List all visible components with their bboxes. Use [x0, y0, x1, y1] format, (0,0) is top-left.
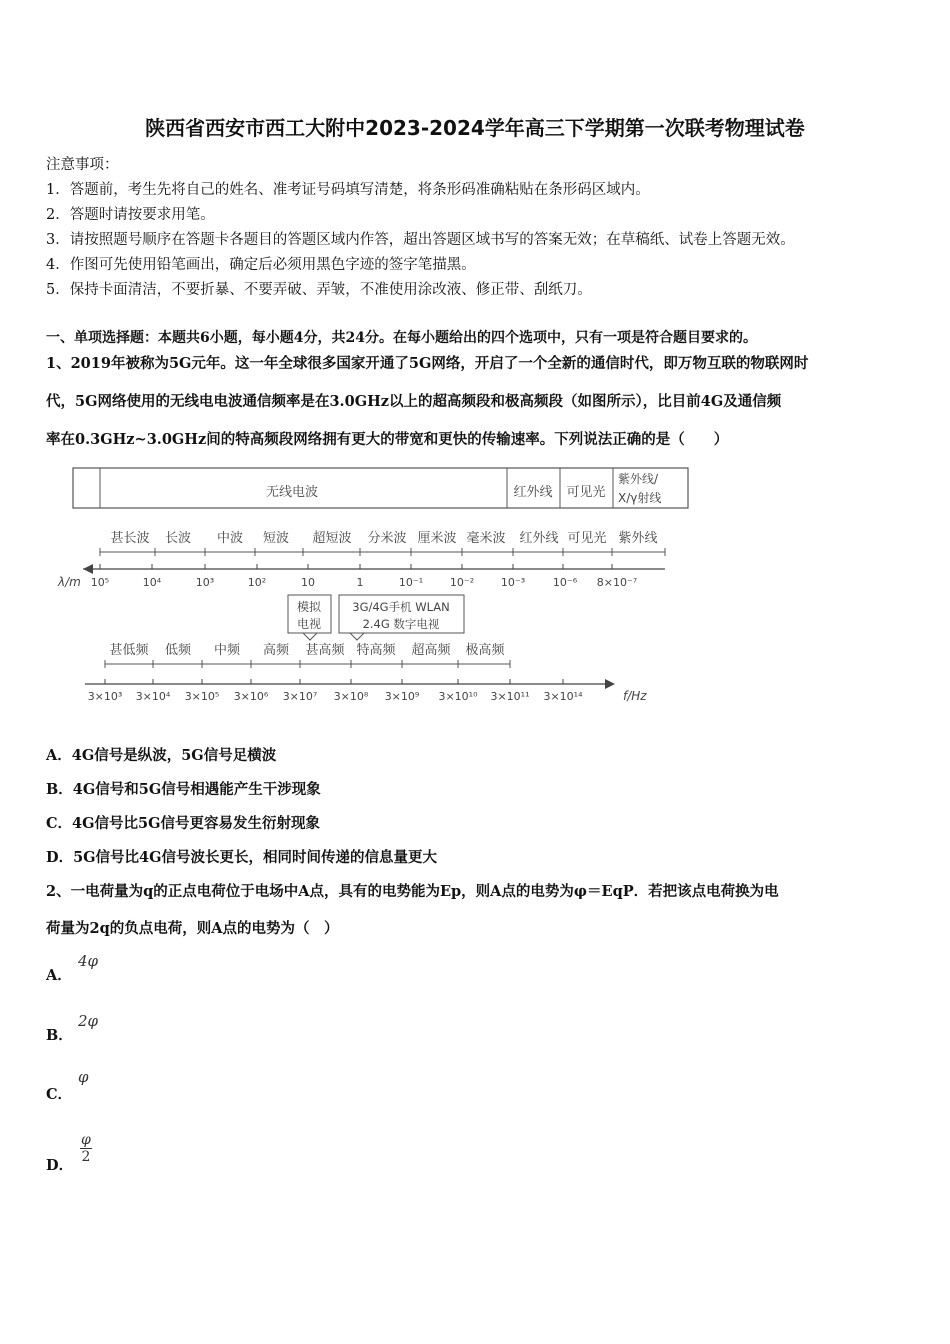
freq-label: 极高频: [465, 643, 505, 658]
note-item: 4．作图可先使用铅笔画出，确定后必须用黑色字迹的签字笔描黑。: [46, 257, 476, 273]
band-radio: 无线电波: [265, 485, 319, 500]
fraction-numerator: φ: [81, 1132, 91, 1148]
wave-label: 分米波: [367, 531, 407, 546]
freq-axis-arrow: [605, 679, 615, 689]
q2-option-c-label[interactable]: C．: [46, 1086, 73, 1103]
wave-label: 长波: [164, 531, 192, 546]
freq-tick-label: 3×10⁹: [384, 690, 420, 703]
spectrum-figure: [55, 462, 695, 712]
band-infrared: 红外线: [513, 485, 553, 500]
freq-label: 特高频: [356, 643, 396, 658]
freq-tick-label: 3×10⁶: [233, 690, 269, 703]
wave-label: 紫外线: [618, 531, 658, 546]
q2-option-c-value: φ: [78, 1068, 89, 1086]
band-xray: X/γ射线: [618, 491, 662, 505]
lambda-ticks: [100, 564, 612, 569]
freq-axis-label: f/Hz: [623, 689, 647, 703]
freq-tick-label: 3×10⁷: [282, 690, 318, 703]
band-uv: 紫外线/: [618, 472, 659, 486]
freq-ticks: [105, 679, 563, 684]
notes-heading: 注意事项：: [46, 157, 119, 173]
lambda-tick-label: 1: [356, 576, 364, 589]
freq-tick-label: 3×10⁸: [333, 690, 369, 703]
svg-text:2.4G 数字电视: 2.4G 数字电视: [362, 617, 440, 631]
freq-label: 甚低频: [109, 643, 149, 658]
wave-label: 中波: [216, 531, 244, 546]
lambda-tick-label: 10: [301, 576, 315, 589]
freq-tick-label: 3×10³: [87, 690, 123, 703]
wave-label: 毫米波: [466, 531, 506, 546]
q2-option-d-fraction: [80, 1132, 92, 1165]
note-item: 2．答题时请按要求用笔。: [46, 207, 215, 223]
fraction-denominator: 2: [81, 1149, 91, 1165]
q2-option-a-value: 4φ: [78, 952, 99, 970]
lambda-tick-label: 10⁻¹: [398, 576, 424, 589]
lambda-tick-label: 10⁻⁶: [552, 576, 578, 589]
lambda-tick-label: 10⁵: [90, 576, 110, 589]
lambda-tick-label: 10³: [195, 576, 215, 589]
note-item: 3．请按照题号顺序在答题卡各题目的答题区域内作答，超出答题区域书写的答案无效；在草稿纸、试卷上答题无效。: [46, 232, 795, 248]
question-1-text: 代，5G网络使用的无线电电波通信频率是在3.0GHz以上的超高频段和极高频段（如图所示），比目前4G及通信频: [46, 393, 782, 410]
freq-tick-label: 3×10¹¹: [490, 690, 530, 703]
q1-option-d[interactable]: D．5G信号比4G信号波长更长，相同时间传递的信息量更大: [46, 849, 438, 866]
q1-option-b[interactable]: B．4G信号和5G信号相遇能产生干涉现象: [46, 781, 321, 798]
note-item: 1．答题前，考生先将自己的姓名、准考证号码填写清楚，将条形码准确粘贴在条形码区域内。: [46, 182, 650, 198]
callout-analog-tv: [288, 595, 331, 640]
section-heading: 一、单项选择题：本题共6小题，每小题4分，共24分。在每小题给出的四个选项中，只有一项是符合题目要求的。: [46, 330, 757, 346]
lambda-tick-label: 8×10⁻⁷: [596, 576, 638, 589]
wave-label: 可见光: [567, 531, 607, 546]
svg-text:3G/4G手机 WLAN: 3G/4G手机 WLAN: [352, 600, 450, 614]
question-2-text: 荷量为2q的负点电荷，则A点的电势为（ ）: [46, 920, 339, 937]
lambda-tick-label: 10⁻²: [449, 576, 475, 589]
lambda-axis-arrow: [83, 564, 93, 574]
svg-text:电视: 电视: [296, 617, 322, 631]
freq-tick-label: 3×10⁴: [135, 690, 171, 703]
band-visible: 可见光: [566, 485, 606, 500]
lambda-tick-label: 10⁻³: [500, 576, 526, 589]
freq-label: 低频: [164, 643, 192, 658]
wave-brackets: [100, 548, 665, 556]
wave-label: 红外线: [519, 531, 559, 546]
wave-label: 甚长波: [110, 531, 150, 546]
lambda-tick-label: 10²: [247, 576, 267, 589]
q1-option-a[interactable]: A．4G信号是纵波，5G信号足横波: [46, 747, 277, 764]
freq-label: 甚高频: [305, 643, 345, 658]
freq-label: 中频: [213, 643, 241, 658]
q2-option-b-label[interactable]: B．: [46, 1027, 73, 1044]
svg-text:模拟: 模拟: [296, 600, 322, 614]
lambda-axis-label: λ/m: [58, 575, 81, 589]
wave-label: 短波: [262, 531, 290, 546]
q1-option-c[interactable]: C．4G信号比5G信号更容易发生衍射现象: [46, 815, 320, 832]
freq-tick-label: 3×10⁵: [184, 690, 220, 703]
question-2-text: 2、一电荷量为q的正点电荷位于电场中A点，具有的电势能为Ep，则A点的电势为φ＝EqP．若把该点电荷换为电: [46, 883, 779, 900]
note-item: 5．保持卡面清洁，不要折暴、不要弄破、弄皱，不准使用涂改液、修正带、刮纸刀。: [46, 282, 592, 298]
lambda-tick-label: 10⁴: [142, 576, 162, 589]
callout-4g-wlan: [339, 595, 464, 640]
wave-label: 厘米波: [417, 531, 457, 546]
freq-label: 高频: [262, 643, 290, 658]
freq-tick-label: 3×10¹⁰: [438, 690, 478, 703]
q2-option-d-label[interactable]: D．: [46, 1157, 74, 1174]
freq-brackets: [105, 660, 510, 668]
q2-option-a-label[interactable]: A．: [46, 967, 72, 984]
wave-label: 超短波: [312, 531, 352, 546]
freq-tick-label: 3×10¹⁴: [543, 690, 583, 703]
question-1-text: 率在0.3GHz~3.0GHz间的特高频段网络拥有更大的带宽和更快的传输速率。下列说法正确的是（ ）: [46, 431, 729, 448]
page-title: 陕西省西安市西工大附中2023-2024学年高三下学期第一次联考物理试卷: [145, 116, 805, 140]
q2-option-b-value: 2φ: [78, 1012, 99, 1030]
question-1-text: 1、2019年被称为5G元年。这一年全球很多国家开通了5G网络，开启了一个全新的通信时代，即万物互联的物联网时: [46, 355, 809, 372]
freq-label: 超高频: [411, 643, 451, 658]
